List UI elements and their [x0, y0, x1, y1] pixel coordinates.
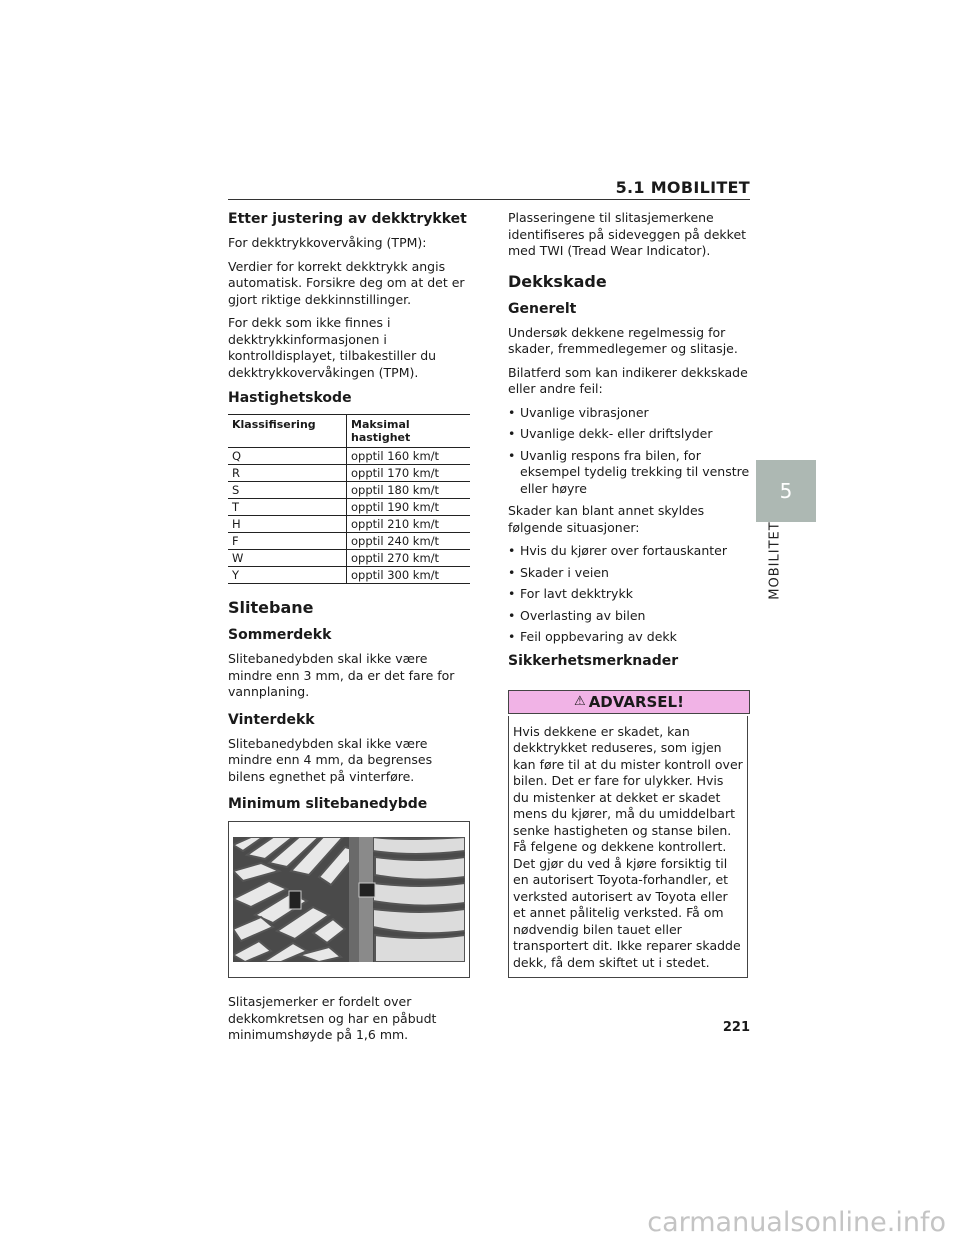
heading-summer: Sommerdekk — [228, 627, 332, 643]
para-inspect: Undersøk dekkene regelmessig for skader, fremmedlegemer og slitasje. — [508, 324, 738, 356]
speed-table-row — [228, 448, 470, 465]
speed-table-row — [228, 550, 470, 567]
warning-text: Hvis dekkene er skadet, kan dekktrykket reduseres, som igjen kan føre til at du mister kontroll over bilen. Det er fare for ulykker. Hvis du mistenker at dekket er skadet mens du kjører, må du umiddelbart senke hastigheten og stanse bilen. Få felgene og dekkene kontrollert. Det gjør du ved å kjøre forsiktig til en autorisert Toyota-forhandler, et verksted autorisert av Toyota eller et annet pålitelig verksted. Få om nødvendig bilen tauet eller transportert dit. Ikke reparer skadde dekk, få dem skiftet ut i stedet. — [513, 723, 743, 970]
chapter-label-text: MOBILITET — [767, 520, 783, 600]
heading-min-depth: Minimum slitebanedybde — [228, 796, 428, 812]
col-header-max-speed: Maksimal hastighet — [347, 415, 471, 448]
header-rule — [228, 199, 750, 200]
para-causes: Skader kan blant annet skyldes følgende situasjoner: — [508, 503, 705, 535]
max-speed-cell: opptil 240 km/t — [347, 533, 471, 550]
speed-table-row — [228, 533, 470, 550]
heading-after-adjust: Etter justering av dekktrykket — [228, 211, 467, 227]
para-summer: Slitebanedybden skal ikke være mindre enn 3 mm, da er det fare for vannplaning. — [228, 651, 455, 699]
right-column — [508, 210, 753, 978]
heading-speed-code: Hastighetskode — [228, 390, 352, 406]
page-number: 221 — [722, 1020, 750, 1035]
para-twi: Plasseringene til slitasjemerkene identifiseres på sideveggen på dekket med TWI (Tread Wear Indicator). — [508, 210, 747, 258]
warning-box — [508, 716, 748, 979]
speed-table-row — [228, 499, 470, 516]
symptom-item: • Uvanlig respons fra bilen, for eksempel tydelig trekking til venstre eller høyre — [508, 448, 753, 498]
warning-header — [508, 690, 750, 714]
speed-table-row — [228, 465, 470, 482]
cause-item: • For lavt dekktrykk — [508, 586, 753, 603]
speed-table-row — [228, 482, 470, 499]
max-speed-cell: opptil 170 km/t — [347, 465, 471, 482]
cause-item: • Hvis du kjører over fortauskanter — [508, 543, 753, 560]
cause-item: • Overlasting av bilen — [508, 608, 753, 625]
left-column — [228, 210, 473, 1051]
speed-code-cell: W — [228, 550, 347, 567]
symptom-list — [508, 405, 753, 498]
tire-tread-illustration — [233, 837, 465, 962]
chapter-number: 5 — [779, 479, 793, 503]
speed-code-cell: Q — [228, 448, 347, 465]
speed-table-row — [228, 567, 470, 584]
para-behavior: Bilatferd som kan indikerer dekkskade eller andre feil: — [508, 364, 748, 396]
cause-item: • Skader i veien — [508, 565, 753, 582]
max-speed-cell: opptil 160 km/t — [347, 448, 471, 465]
heading-general: Generelt — [508, 300, 577, 317]
chapter-label — [760, 520, 790, 600]
speed-code-cell: F — [228, 533, 347, 550]
cause-list — [508, 543, 753, 646]
col-header-classification: Klassifisering — [228, 415, 347, 448]
chapter-tab[interactable] — [756, 460, 816, 522]
watermark: carmanualsonline.info — [647, 1207, 946, 1238]
para-auto: Verdier for korrekt dekktrykk angis automatisk. Forsikre deg om at det er gjort riktige dekkinnstillinger. — [228, 258, 465, 307]
tread-wear-figure — [228, 821, 470, 978]
para-tpm: For dekktrykkovervåking (TPM): — [228, 235, 427, 250]
speed-code-cell: H — [228, 516, 347, 533]
cause-item: • Feil oppbevaring av dekk — [508, 629, 753, 646]
speed-code-cell: S — [228, 482, 347, 499]
section-title: 5.1 MOBILITET — [615, 178, 750, 197]
heading-tread: Slitebane — [228, 598, 314, 617]
para-winter: Slitebanedybden skal ikke være mindre enn 4 mm, da begrenses bilens egnethet på vinterføre. — [228, 735, 433, 784]
max-speed-cell: opptil 270 km/t — [347, 550, 471, 567]
speed-code-table — [228, 414, 470, 584]
speed-code-cell: Y — [228, 567, 347, 584]
max-speed-cell: opptil 190 km/t — [347, 499, 471, 516]
warning-icon: ⚠ — [574, 694, 586, 709]
heading-winter: Vinterdekk — [228, 711, 315, 728]
heading-safety: Sikkerhetsmerknader — [508, 652, 679, 669]
speed-table-row — [228, 516, 470, 533]
warning-title: ADVARSEL! — [588, 692, 684, 711]
symptom-item: • Uvanlige vibrasjoner — [508, 405, 753, 422]
speed-code-cell: R — [228, 465, 347, 482]
max-speed-cell: opptil 180 km/t — [347, 482, 471, 499]
para-marks: Slitasjemerker er fordelt over dekkomkretsen og har en påbudt minimumshøyde på 1,6 mm. — [228, 994, 437, 1042]
para-missing: For dekk som ikke finnes i dekktrykkinformasjonen i kontrolldisplayet, tilbakestiller du dekktrykkovervåkingen (TPM). — [228, 315, 437, 380]
max-speed-cell: opptil 210 km/t — [347, 516, 471, 533]
heading-damage: Dekkskade — [508, 271, 607, 291]
symptom-item: • Uvanlige dekk- eller driftslyder — [508, 426, 753, 443]
max-speed-cell: opptil 300 km/t — [347, 567, 471, 584]
speed-code-cell: T — [228, 499, 347, 516]
